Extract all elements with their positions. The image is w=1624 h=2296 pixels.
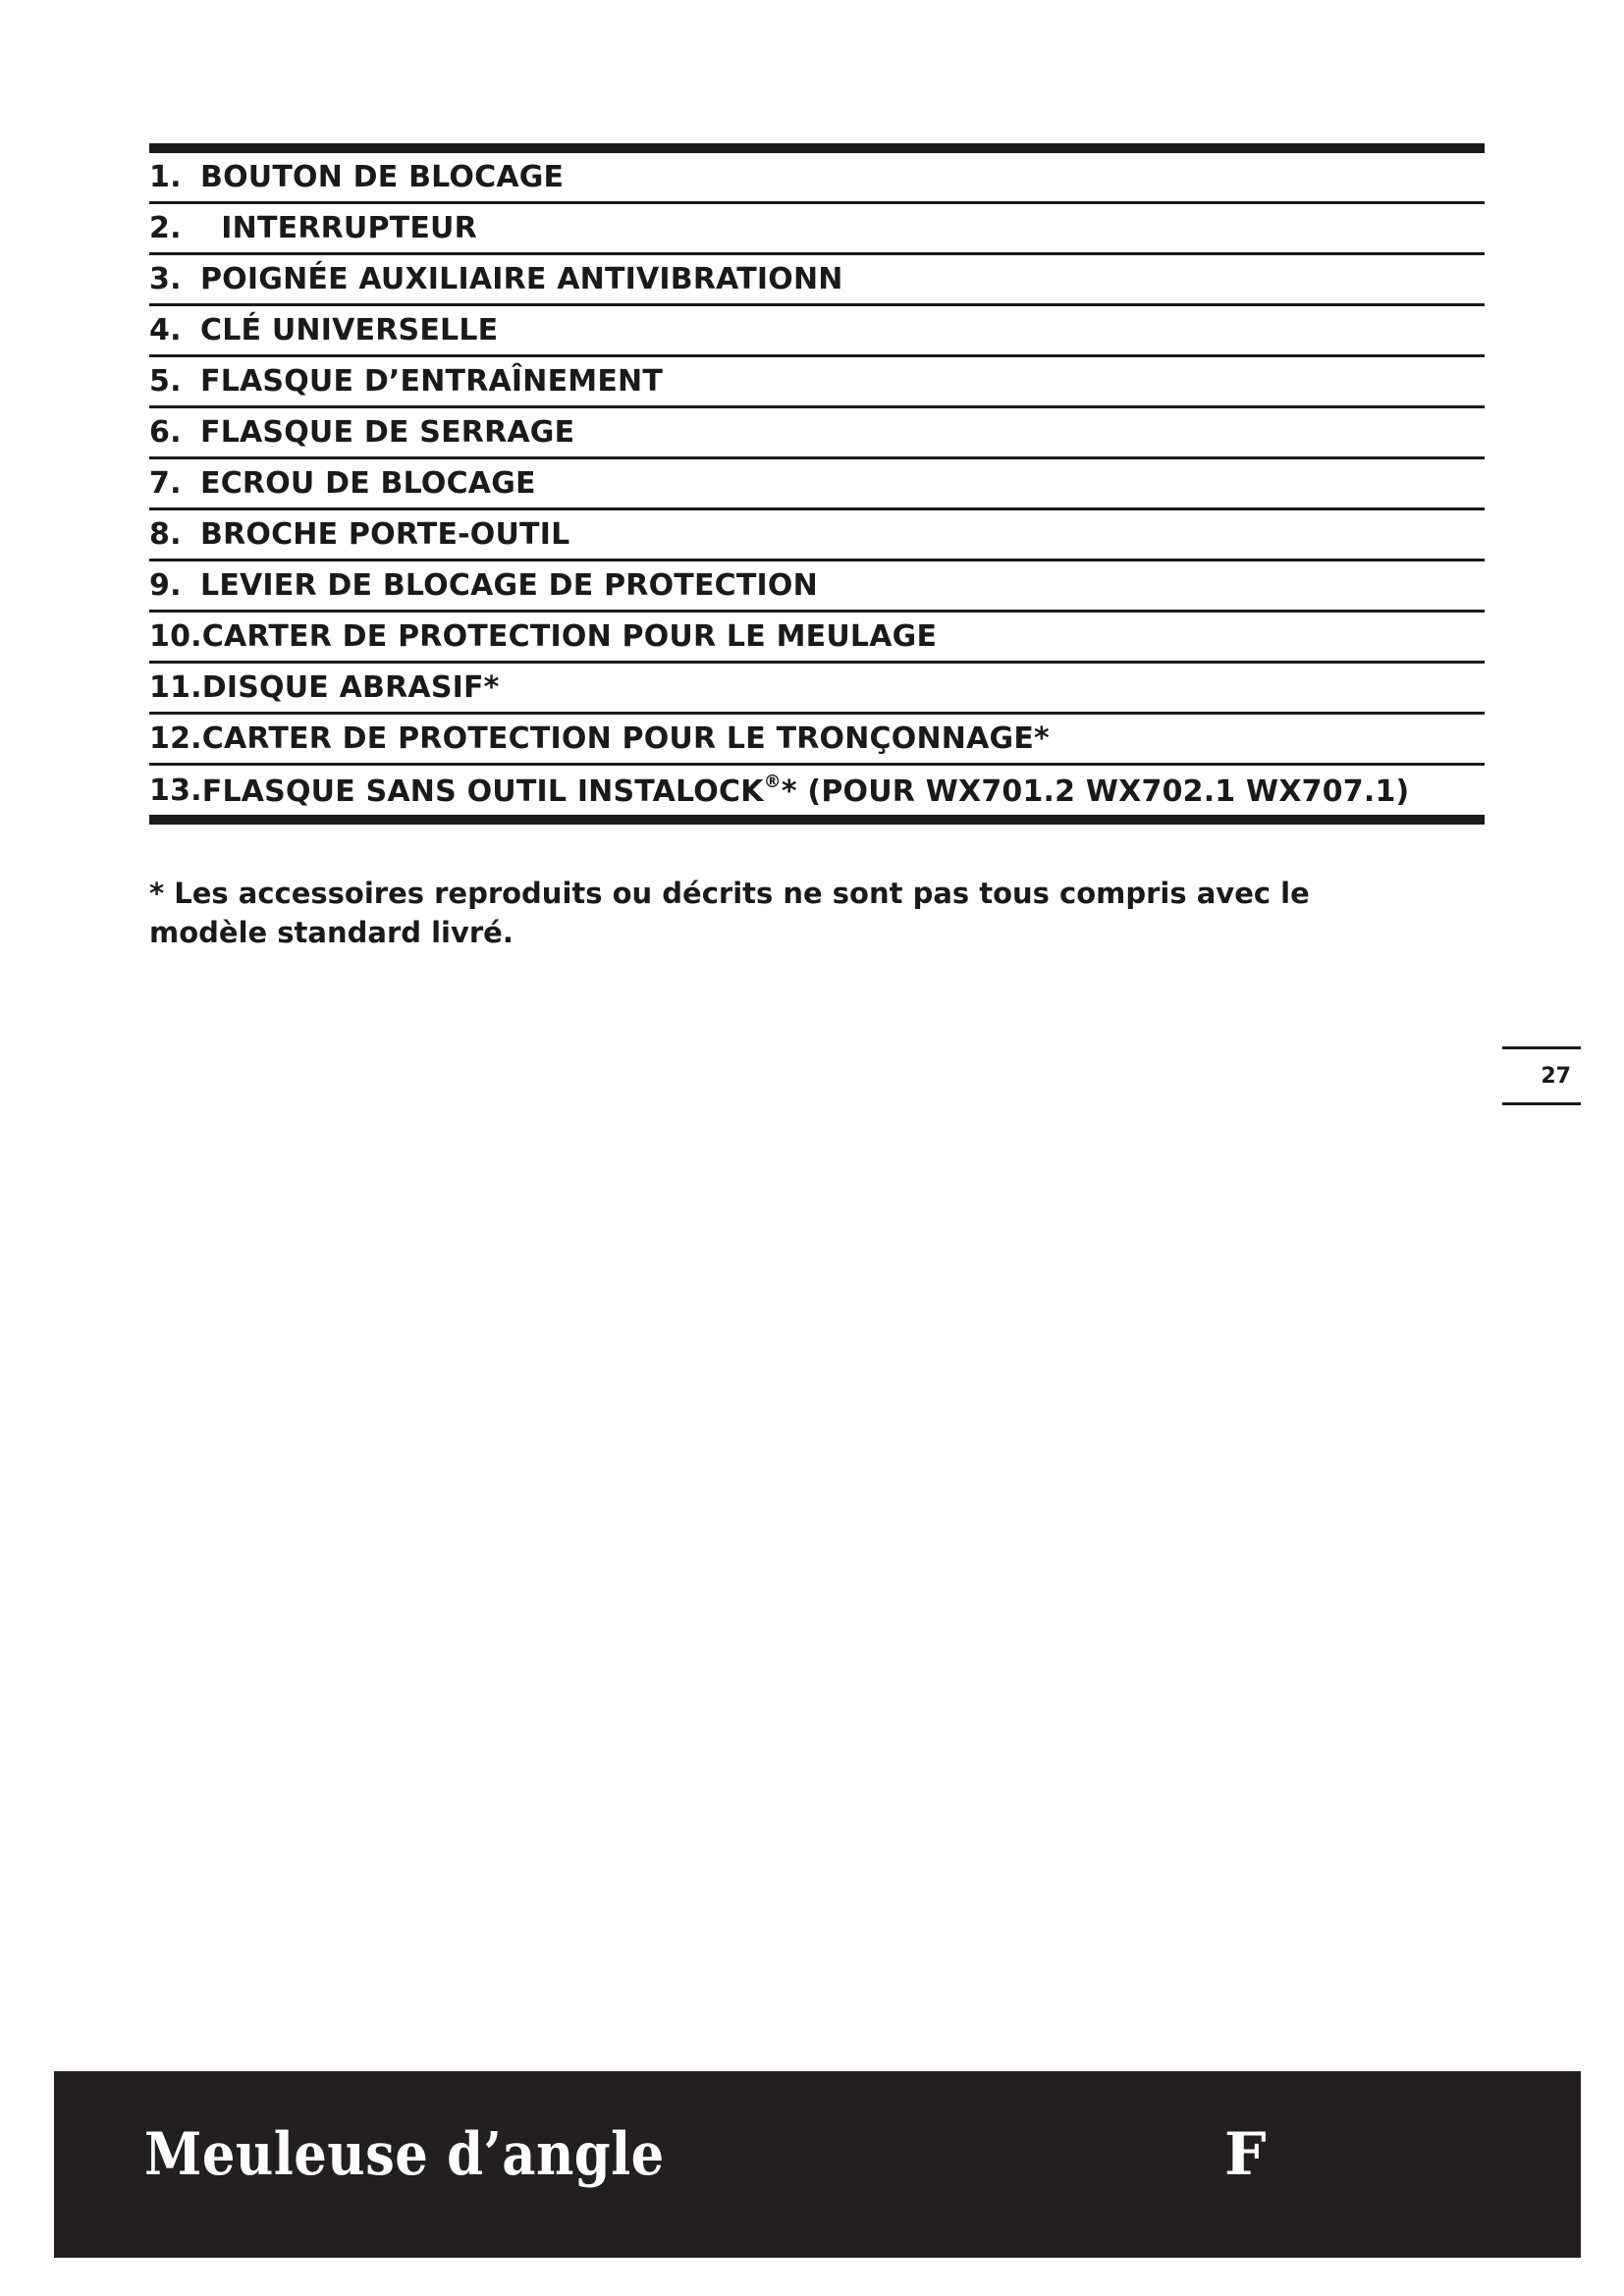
parts-number: 5.: [149, 364, 182, 399]
parts-label: DISQUE ABRASIF*: [201, 670, 500, 705]
parts-row: [149, 664, 1485, 715]
page-number-text: 27: [1541, 1063, 1571, 1089]
parts-number: 10.: [149, 619, 202, 654]
parts-number: 3.: [149, 262, 182, 296]
parts-number: 12.: [149, 721, 202, 756]
parts-row: [149, 204, 1485, 255]
parts-number: 6.: [149, 415, 182, 450]
parts-number: 9.: [149, 568, 182, 603]
parts-number: 11.: [149, 670, 202, 705]
accessories-footnote: * Les accessoires reproduits ou décrits ne sont pas tous compris avec le modèle standard livré.: [149, 877, 1310, 949]
parts-label: BROCHE PORTE-OUTIL: [200, 517, 570, 552]
parts-label-main: FLASQUE SANS OUTIL INSTALOCK: [201, 774, 764, 809]
page-number: [1502, 1046, 1581, 1105]
parts-list: [149, 143, 1485, 825]
parts-label: FLASQUE D’ENTRAÎNEMENT: [200, 364, 663, 399]
parts-label: CARTER DE PROTECTION POUR LE MEULAGE: [201, 619, 938, 654]
parts-number: 4.: [149, 313, 182, 347]
parts-number: 7.: [149, 466, 182, 501]
parts-row: [149, 306, 1485, 357]
parts-row: [149, 153, 1485, 204]
parts-label: [202, 772, 1410, 809]
parts-row: [149, 510, 1485, 561]
parts-label: BOUTON DE BLOCAGE: [200, 160, 565, 194]
parts-row: [149, 766, 1485, 825]
parts-row: [149, 408, 1485, 459]
parts-label-suffix: * (POUR WX701.2 WX702.1 WX707.1): [781, 774, 1410, 809]
parts-row: [149, 459, 1485, 510]
footer-band: [54, 2071, 1581, 2258]
parts-label: FLASQUE DE SERRAGE: [200, 415, 575, 450]
parts-number: 8.: [149, 517, 182, 552]
parts-label: INTERRUPTEUR: [200, 211, 477, 245]
footer-language-code: F: [1224, 2120, 1267, 2189]
parts-row: [149, 255, 1485, 306]
parts-label: POIGNÉE AUXILIAIRE ANTIVIBRATIONN: [200, 262, 843, 296]
parts-label: LEVIER DE BLOCAGE DE PROTECTION: [200, 568, 818, 603]
registered-mark: ®: [763, 772, 782, 792]
parts-number: 2.: [149, 211, 182, 245]
parts-label: ECROU DE BLOCAGE: [200, 466, 536, 501]
parts-label: CLÉ UNIVERSELLE: [200, 313, 499, 347]
footer-title: Meuleuse d’angle: [144, 2120, 665, 2189]
parts-number: 1.: [149, 160, 182, 194]
parts-row: [149, 357, 1485, 408]
parts-row: [149, 613, 1485, 664]
parts-number: 13.: [149, 773, 202, 808]
parts-row: [149, 715, 1485, 766]
parts-row: [149, 561, 1485, 613]
parts-label: CARTER DE PROTECTION POUR LE TRONÇONNAGE*: [201, 721, 1050, 756]
